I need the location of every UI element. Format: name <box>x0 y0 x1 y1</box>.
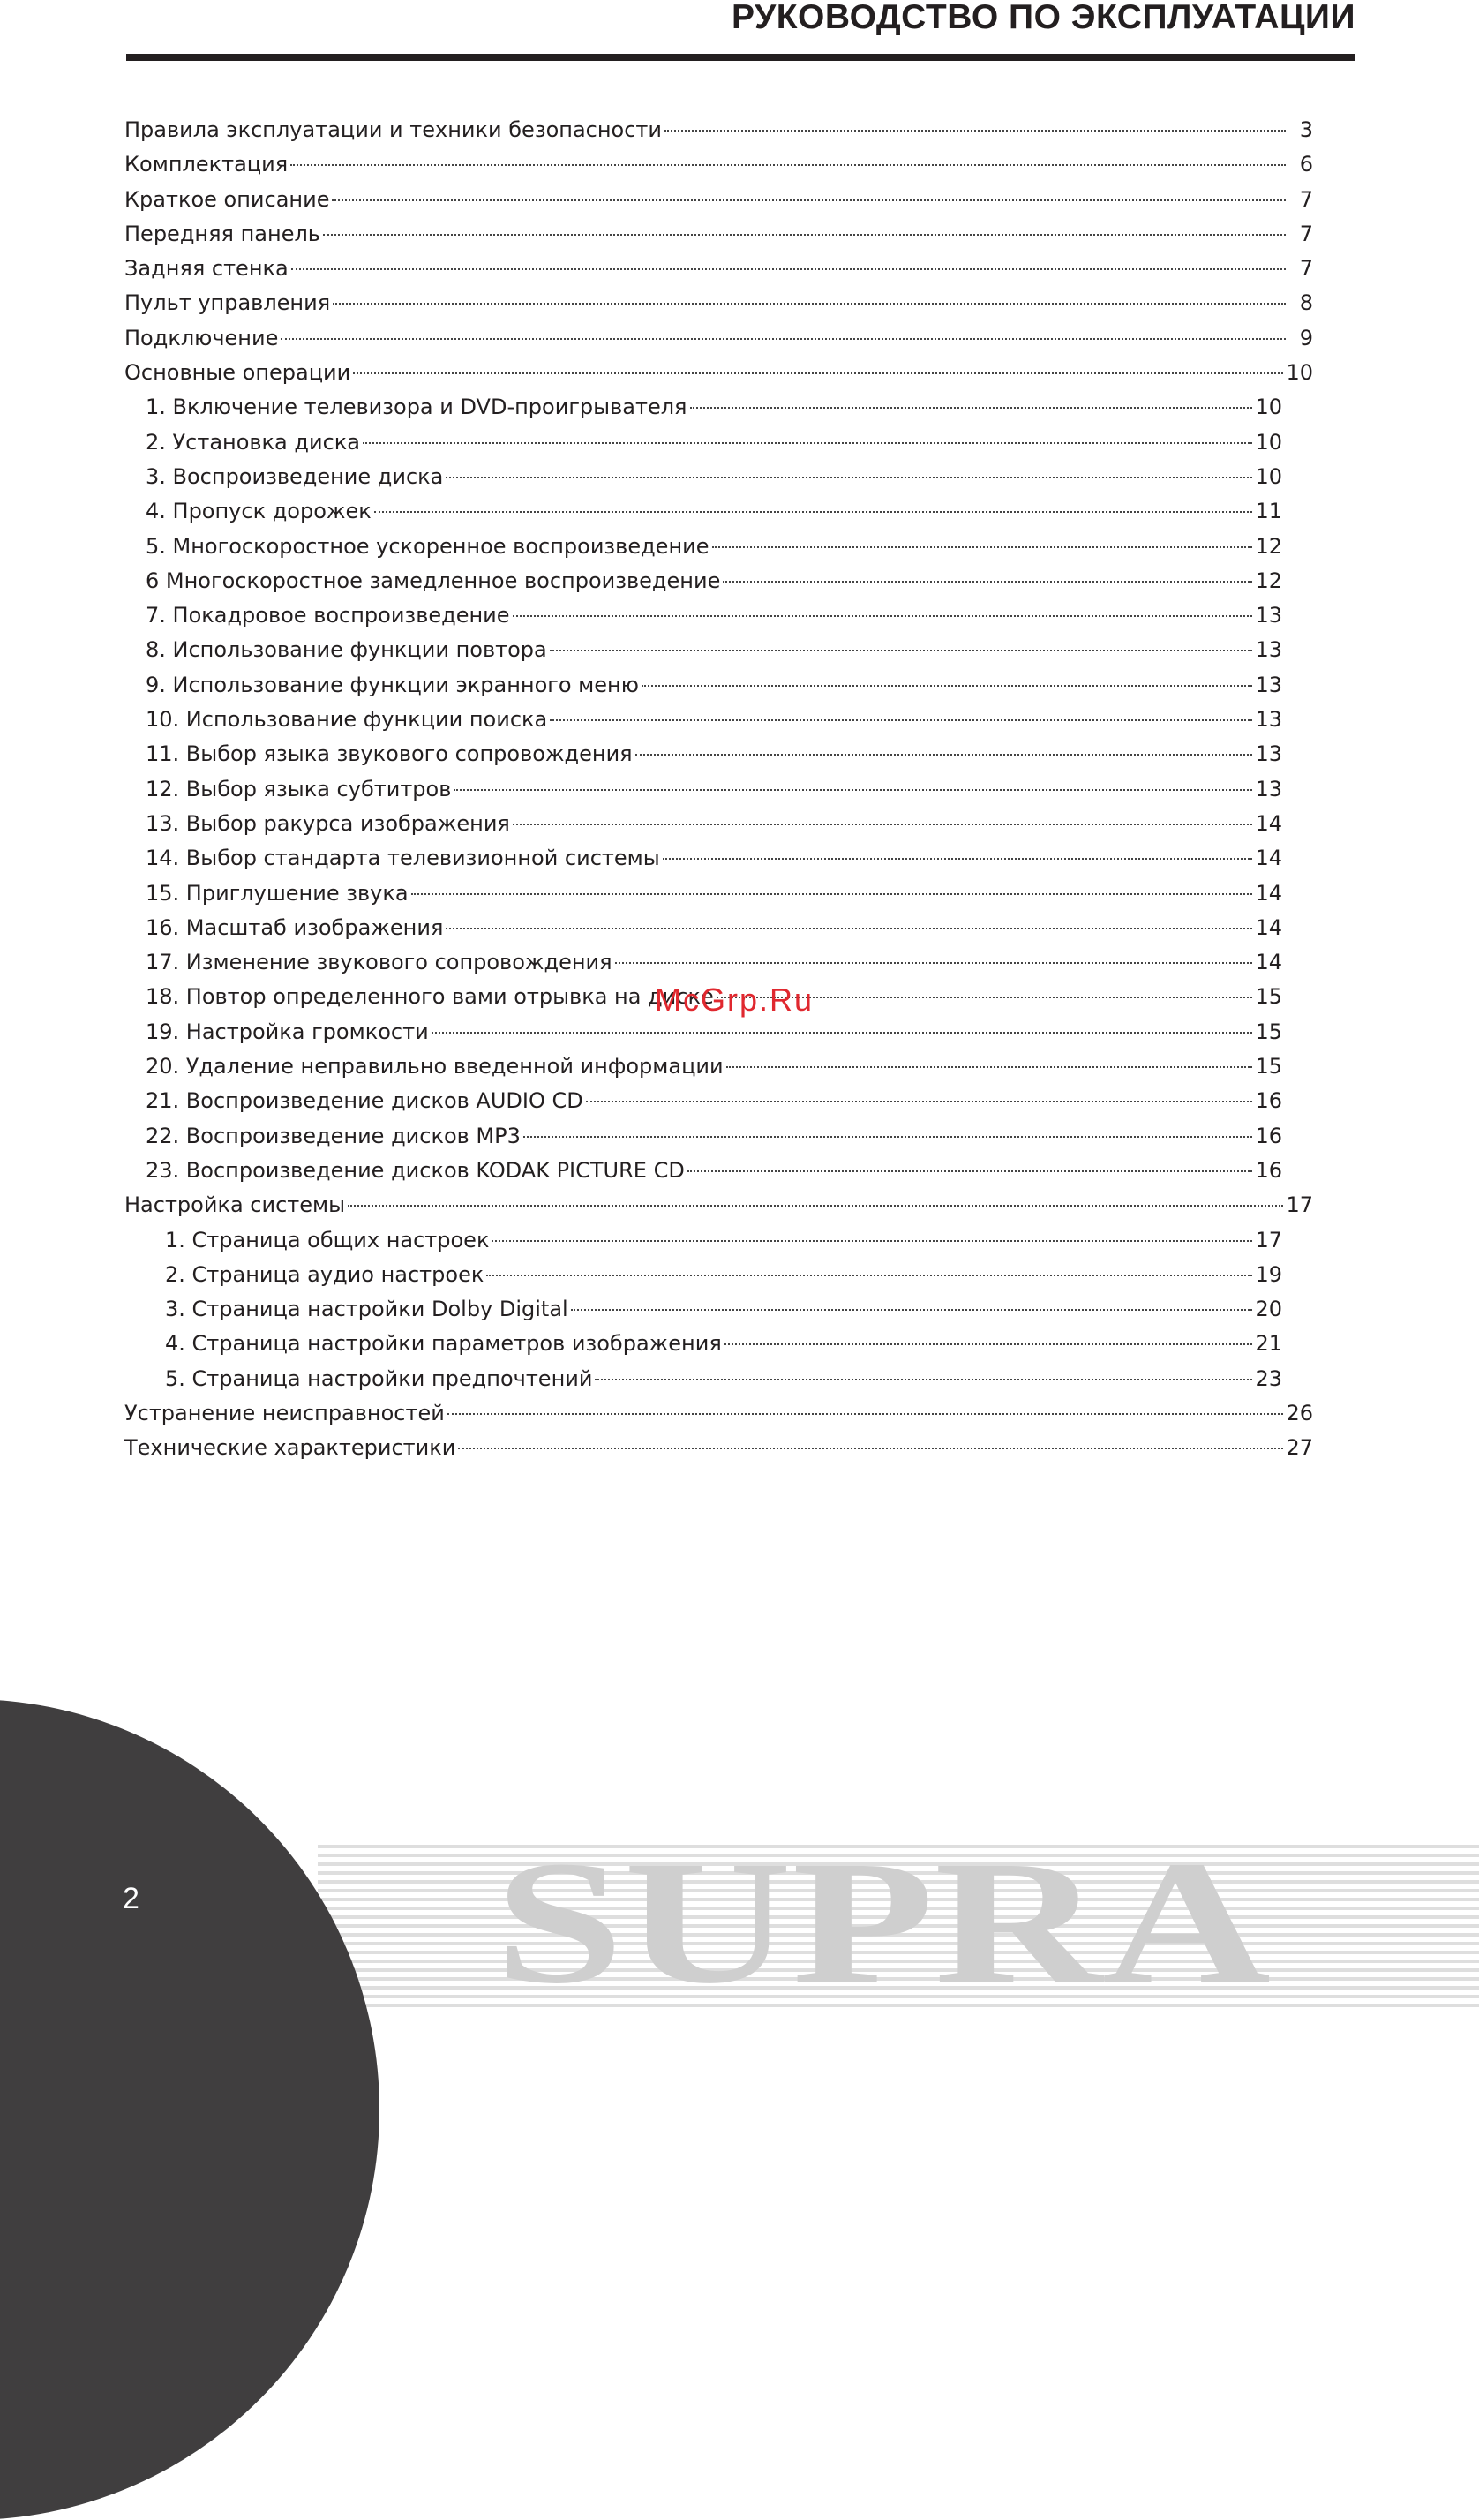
toc-entry-title: Правила эксплуатации и техники безопасности <box>124 117 662 142</box>
toc-entry-title: 1. Включение телевизора и DVD-проигрывателя <box>146 395 687 420</box>
toc-entry[interactable] <box>124 668 1282 703</box>
toc-entry-page: 13 <box>1255 603 1282 628</box>
toc-leader-dots <box>664 130 1286 132</box>
toc-entry-page: 10 <box>1255 395 1282 420</box>
toc-leader-dots <box>374 511 1253 513</box>
toc-entry[interactable] <box>124 1292 1282 1327</box>
toc-entry-page: 21 <box>1255 1331 1282 1357</box>
toc-entry-title: 7. Покадровое воспроизведение <box>146 603 510 628</box>
toc-leader-dots <box>726 1066 1253 1068</box>
toc-entry[interactable] <box>124 1015 1282 1049</box>
toc-entry-page: 13 <box>1255 707 1282 733</box>
table-of-contents <box>124 113 1313 1466</box>
toc-entry-title: 2. Установка диска <box>146 429 360 455</box>
page-header-title: РУКОВОДСТВО ПО ЭКСПЛУАТАЦИИ <box>731 0 1355 36</box>
toc-entry-page: 14 <box>1255 846 1282 871</box>
toc-entry-title: 12. Выбор языка субтитров <box>146 776 452 801</box>
toc-entry-title: 4. Страница настройки параметров изображения <box>165 1331 722 1357</box>
toc-entry-page: 12 <box>1255 533 1282 559</box>
toc-leader-dots <box>486 1275 1252 1276</box>
toc-entry-title: 5. Многоскоростное ускоренное воспроизведение <box>146 533 709 559</box>
toc-leader-dots <box>615 962 1253 964</box>
toc-leader-dots <box>513 824 1253 825</box>
toc-leader-dots <box>411 893 1253 895</box>
toc-entry-title: 19. Настройка громкости <box>146 1019 429 1044</box>
toc-leader-dots <box>663 858 1253 860</box>
toc-entry[interactable] <box>124 494 1282 529</box>
toc-entry-page: 13 <box>1255 741 1282 767</box>
toc-entry-page: 19 <box>1255 1261 1282 1287</box>
toc-entry-title: 10. Использование функции поиска <box>146 707 548 733</box>
toc-entry-page: 6 <box>1299 152 1313 177</box>
toc-entry[interactable] <box>124 876 1282 911</box>
toc-entry-title: 8. Использование функции повтора <box>146 637 547 663</box>
toc-entry[interactable] <box>124 1084 1282 1118</box>
page-number: 2 <box>123 1882 139 1915</box>
toc-leader-dots <box>323 234 1286 236</box>
toc-entry[interactable] <box>124 321 1313 356</box>
toc-entry-page: 10 <box>1286 360 1313 386</box>
toc-leader-dots <box>492 1240 1252 1242</box>
toc-leader-dots <box>595 1379 1252 1380</box>
toc-entry[interactable] <box>124 252 1313 286</box>
toc-entry-title: 23. Воспроизведение дисков KODAK PICTURE CD <box>146 1157 685 1183</box>
toc-entry[interactable] <box>124 530 1282 564</box>
toc-entry[interactable] <box>124 147 1313 182</box>
toc-entry-title: 3. Страница настройки Dolby Digital <box>165 1297 568 1322</box>
toc-entry-title: 18. Повтор определенного вами отрывка на диске <box>146 984 714 1010</box>
toc-entry-title: 11. Выбор языка звукового сопровождения <box>146 741 633 767</box>
toc-entry-title: Краткое описание <box>124 186 330 212</box>
toc-entry-page: 14 <box>1255 880 1282 906</box>
toc-leader-dots <box>635 754 1253 756</box>
toc-entry-page: 11 <box>1255 499 1282 524</box>
toc-leader-dots <box>723 581 1252 583</box>
toc-entry-page: 13 <box>1255 637 1282 663</box>
toc-entry-title: 14. Выбор стандарта телевизионной системы <box>146 846 660 871</box>
toc-entry[interactable] <box>124 356 1313 390</box>
toc-entry-page: 7 <box>1299 256 1313 282</box>
toc-leader-dots <box>363 442 1252 444</box>
toc-entry-title: 3. Воспроизведение диска <box>146 463 444 489</box>
toc-entry[interactable] <box>124 807 1282 841</box>
toc-entry-page: 16 <box>1255 1088 1282 1114</box>
toc-entry-title: 1. Страница общих настроек <box>165 1227 490 1252</box>
toc-entry[interactable] <box>124 1327 1282 1361</box>
toc-entry-title: Задняя стенка <box>124 256 289 282</box>
header-rule <box>126 54 1355 61</box>
toc-entry[interactable] <box>124 183 1313 217</box>
toc-entry-title: 15. Приглушение звука <box>146 880 409 906</box>
toc-leader-dots <box>724 1343 1253 1345</box>
toc-entry-title: Комплектация <box>124 152 289 177</box>
toc-leader-dots <box>348 1205 1283 1207</box>
toc-leader-dots <box>290 164 1286 166</box>
toc-leader-dots <box>690 407 1253 409</box>
toc-entry-page: 16 <box>1255 1157 1282 1183</box>
toc-entry[interactable] <box>124 460 1282 494</box>
toc-entry-page: 15 <box>1255 1019 1282 1044</box>
toc-leader-dots <box>291 268 1286 270</box>
toc-leader-dots <box>454 789 1252 791</box>
toc-entry-title: Настройка системы <box>124 1192 346 1218</box>
toc-entry-page: 17 <box>1286 1192 1313 1218</box>
toc-entry-page: 14 <box>1255 950 1282 975</box>
toc-leader-dots <box>432 1032 1253 1034</box>
toc-entry[interactable] <box>124 911 1282 945</box>
toc-leader-dots <box>333 303 1286 305</box>
toc-entry-page: 10 <box>1255 463 1282 489</box>
toc-entry[interactable] <box>124 1362 1282 1396</box>
toc-entry-page: 14 <box>1255 810 1282 836</box>
toc-entry-title: 9. Использование функции экранного меню <box>146 672 639 697</box>
toc-entry-page: 13 <box>1255 672 1282 697</box>
toc-leader-dots <box>447 1413 1284 1415</box>
toc-entry-page: 8 <box>1299 290 1313 316</box>
toc-entry[interactable] <box>124 113 1313 147</box>
toc-leader-dots <box>513 615 1253 617</box>
toc-leader-dots <box>446 477 1252 478</box>
toc-leader-dots <box>642 685 1253 687</box>
toc-entry-page: 10 <box>1255 429 1282 455</box>
toc-entry[interactable] <box>124 286 1313 320</box>
toc-entry-title: Передняя панель <box>124 221 320 246</box>
supra-logo <box>477 1854 1288 1995</box>
toc-leader-dots <box>332 199 1286 201</box>
toc-entry-title: Основные операции <box>124 360 351 386</box>
toc-entry[interactable] <box>124 841 1282 876</box>
toc-entry-page: 7 <box>1299 186 1313 212</box>
toc-entry-page: 27 <box>1286 1435 1313 1461</box>
toc-entry-page: 7 <box>1299 221 1313 246</box>
toc-entry-title: 21. Воспроизведение дисков AUDIO CD <box>146 1088 583 1114</box>
toc-entry[interactable] <box>124 1223 1282 1258</box>
toc-entry[interactable] <box>124 737 1282 771</box>
toc-entry-title: 4. Пропуск дорожек <box>146 499 372 524</box>
toc-entry[interactable] <box>124 1396 1313 1431</box>
toc-entry-title: Устранение неисправностей <box>124 1400 445 1425</box>
toc-entry-title: 22. Воспроизведение дисков MP3 <box>146 1123 521 1148</box>
toc-entry[interactable] <box>124 1258 1282 1292</box>
toc-entry-title: Пульт управления <box>124 290 331 316</box>
toc-entry-page: 14 <box>1255 914 1282 940</box>
toc-entry[interactable] <box>124 1154 1282 1188</box>
toc-entry[interactable] <box>124 1119 1282 1154</box>
toc-entry-title: Подключение <box>124 325 279 350</box>
toc-entry-page: 15 <box>1255 984 1282 1010</box>
toc-leader-dots <box>446 928 1252 929</box>
toc-entry-page: 9 <box>1299 325 1313 350</box>
toc-entry[interactable] <box>124 1188 1313 1222</box>
toc-entry-title: 20. Удаление неправильно введенной информации <box>146 1054 724 1079</box>
toc-entry-title: 13. Выбор ракурса изображения <box>146 810 510 836</box>
toc-leader-dots <box>458 1448 1283 1449</box>
toc-entry-page: 16 <box>1255 1123 1282 1148</box>
toc-entry[interactable] <box>124 598 1282 633</box>
toc-entry-page: 20 <box>1255 1297 1282 1322</box>
toc-entry-title: 6 Многоскоростное замедленное воспроизведение <box>146 568 721 593</box>
toc-entry-page: 3 <box>1299 117 1313 142</box>
toc-entry-page: 15 <box>1255 1054 1282 1079</box>
toc-entry-title: 2. Страница аудио настроек <box>165 1261 484 1287</box>
toc-leader-dots <box>586 1101 1253 1102</box>
toc-entry-page: 13 <box>1255 776 1282 801</box>
toc-entry[interactable] <box>124 1049 1282 1084</box>
toc-leader-dots <box>281 338 1286 340</box>
toc-leader-dots <box>712 546 1253 548</box>
toc-leader-dots <box>550 650 1253 651</box>
toc-entry[interactable] <box>124 390 1282 425</box>
toc-entry[interactable] <box>124 772 1282 807</box>
toc-entry-title: 5. Страница настройки предпочтений <box>165 1365 593 1391</box>
toc-entry[interactable] <box>124 425 1282 460</box>
toc-leader-dots <box>550 719 1252 721</box>
watermark-text: McGrp.Ru <box>655 982 815 1018</box>
toc-entry[interactable] <box>124 945 1282 980</box>
toc-leader-dots <box>687 1170 1253 1172</box>
toc-entry-title: 16. Масштаб изображения <box>146 914 444 940</box>
toc-entry[interactable] <box>124 217 1313 252</box>
toc-leader-dots <box>523 1136 1253 1138</box>
toc-leader-dots <box>571 1309 1253 1311</box>
toc-entry-page: 26 <box>1286 1400 1313 1425</box>
toc-entry[interactable] <box>124 1431 1313 1465</box>
toc-entry[interactable] <box>124 564 1282 598</box>
toc-entry-page: 12 <box>1255 568 1282 593</box>
toc-entry[interactable] <box>124 703 1282 737</box>
toc-entry[interactable] <box>124 633 1282 667</box>
toc-entry-page: 23 <box>1255 1365 1282 1391</box>
toc-leader-dots <box>353 372 1283 374</box>
supra-logo-text: SUPRA <box>494 1854 1271 1995</box>
toc-entry-page: 17 <box>1255 1227 1282 1252</box>
corner-disc <box>0 1699 379 2520</box>
toc-entry-title: Технические характеристики <box>124 1435 456 1461</box>
toc-entry-title: 17. Изменение звукового сопровождения <box>146 950 612 975</box>
